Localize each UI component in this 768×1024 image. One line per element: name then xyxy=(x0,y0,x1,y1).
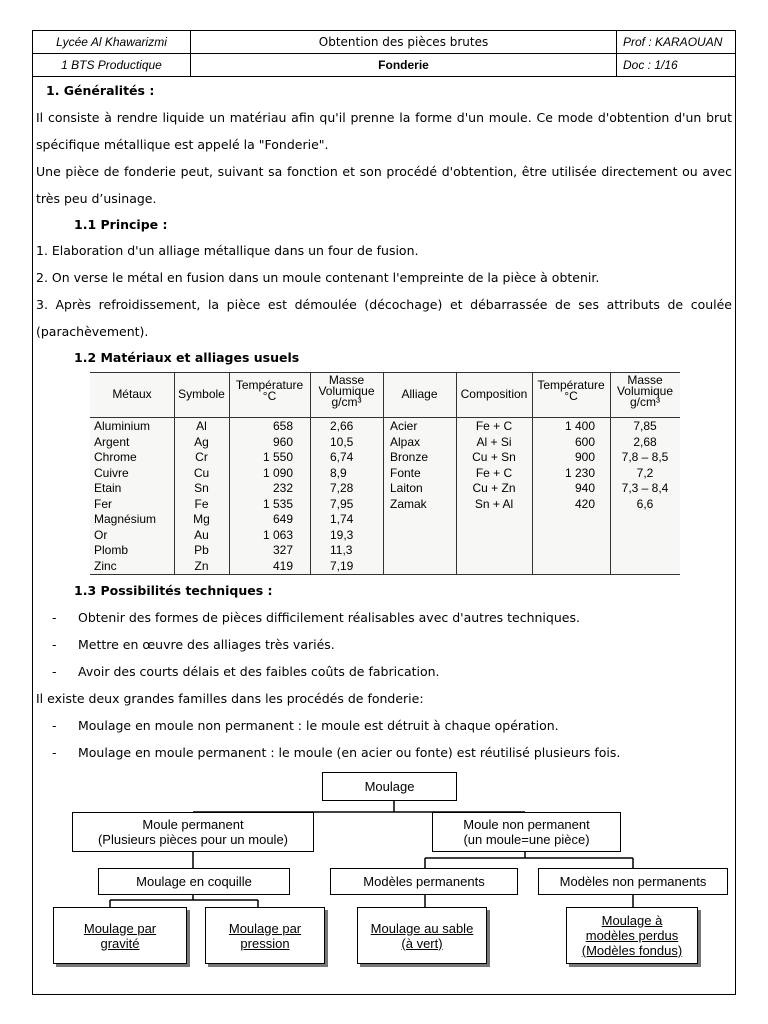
alloy-density: 7,3 – 8,4 xyxy=(621,481,669,495)
principe-step2: 2. On verse le métal en fusion dans un moule contenant l'empreinte de la pièce à obtenir. xyxy=(36,270,600,285)
diagram-label: (Plusieurs pièces pour un moule) xyxy=(97,832,289,847)
diagram-sable-text xyxy=(371,921,474,951)
alloy-composition: Fe + C xyxy=(475,419,513,433)
metal-symbol: Pb xyxy=(194,543,209,557)
temp-unit: °C xyxy=(262,389,277,403)
col-header-metaux: Métaux xyxy=(112,387,152,401)
metal-symbol: Sn xyxy=(194,481,209,495)
alloy-composition: Sn + Al xyxy=(474,496,514,511)
diagram-modeles-permanents-box: Modèles permanents xyxy=(330,868,518,895)
metal-symbol: Cu xyxy=(193,465,210,480)
masse-unit: g/cm³ xyxy=(331,395,362,409)
metal-name: Chrome xyxy=(94,450,137,464)
alloy-density: 7,2 xyxy=(636,465,654,480)
list-dash: - xyxy=(52,610,57,625)
metal-temp: 649 xyxy=(272,512,293,526)
metal-temp: 658 xyxy=(272,419,293,433)
alloy-temp: 900 xyxy=(574,450,595,464)
metal-temp: 1 535 xyxy=(262,496,293,511)
alloy-temp: 1 230 xyxy=(564,465,595,480)
metal-temp: 232 xyxy=(272,481,293,495)
section1-p1-line2: spécifique métallique est appelé la "Fonderie". xyxy=(36,137,329,152)
masse-label-2: Volumique xyxy=(616,384,674,398)
diagram-label: Moulage à xyxy=(601,913,663,928)
diagram-gravite-box xyxy=(53,907,187,964)
metal-temp: 327 xyxy=(272,543,293,557)
diagram-modeles-non-permanents-box: Modèles non permanents xyxy=(538,868,728,895)
diagram-label: Moulage par xyxy=(83,920,157,936)
col-header-alliage: Alliage xyxy=(401,387,438,401)
materiaux-heading: 1.2 Matériaux et alliages usuels xyxy=(74,350,300,365)
diagram-label: Moulage au sable xyxy=(370,920,474,936)
metal-name: Zinc xyxy=(94,558,117,573)
alloy-temp: 1 400 xyxy=(564,419,595,433)
diagram-label: pression xyxy=(240,935,290,951)
metal-density: 1,74 xyxy=(330,512,354,526)
diagram-label: Moule permanent xyxy=(142,817,244,832)
doc-subtitle: Fonderie xyxy=(191,54,617,77)
section1-p1-line1: Il consiste à rendre liquide un matériau afin qu'il prenne la forme d'un moule. Ce mode d'obtention d'un brut xyxy=(36,110,732,125)
families-intro: Il existe deux grandes familles dans les procédés de fonderie: xyxy=(36,691,424,706)
metal-density: 7,95 xyxy=(330,496,354,511)
school-cell: Lycée Al Khawarizmi xyxy=(33,31,191,54)
prof-cell: Prof : KARAOUAN xyxy=(617,31,736,54)
alloy-name: Laiton xyxy=(390,481,423,495)
metal-temp: 1 063 xyxy=(262,527,293,542)
temp-label: Température xyxy=(235,378,304,392)
masse-label: Masse xyxy=(627,373,663,387)
principe-step3-line2: (parachèvement). xyxy=(36,324,149,339)
list-item: Mettre en œuvre des alliages très variés. xyxy=(78,637,335,652)
metal-density: 8,9 xyxy=(330,465,347,480)
diagram-label: (un moule=une pièce) xyxy=(463,832,590,847)
list-dash: - xyxy=(52,745,57,760)
diagram-moule-permanent-box xyxy=(72,812,314,852)
metal-symbol: Cr xyxy=(195,450,208,464)
list-item: Obtenir des formes de pièces difficilement réalisables avec d'autres techniques. xyxy=(78,610,580,625)
metal-symbol: Mg xyxy=(193,512,210,526)
alloy-temp: 420 xyxy=(574,496,595,511)
diagram-moulage-box: Moulage xyxy=(322,772,457,801)
alloy-name: Zamak xyxy=(390,496,427,511)
metal-name: Fer xyxy=(94,496,112,511)
alloy-density: 7,8 – 8,5 xyxy=(621,450,669,464)
diagram-moule-non-permanent-text xyxy=(463,817,589,847)
diagram-sable-box xyxy=(357,907,487,964)
diagram-label: modèles perdus xyxy=(585,928,679,943)
metal-symbol: Ag xyxy=(194,434,209,449)
metal-density: 6,74 xyxy=(330,450,354,464)
list-dash: - xyxy=(52,718,57,733)
metal-symbol: Fe xyxy=(194,496,209,511)
diagram-moule-non-permanent-box xyxy=(432,812,621,852)
metal-name: Cuivre xyxy=(94,465,129,480)
section1-p2-line2: très peu d’usinage. xyxy=(36,191,157,206)
doc-page-cell: Doc : 1/16 xyxy=(617,54,736,77)
metal-density: 7,19 xyxy=(330,558,354,573)
temp-label: Température xyxy=(537,378,605,392)
alloy-density: 6,6 xyxy=(636,496,654,511)
metal-temp: 1 550 xyxy=(262,450,293,464)
alloy-name: Fonte xyxy=(390,465,421,480)
list-item: Moulage en moule permanent : le moule (en acier ou fonte) est réutilisé plusieurs fois. xyxy=(78,745,621,760)
metal-name: Aluminium xyxy=(94,419,151,433)
section1-p2-line1: Une pièce de fonderie peut, suivant sa fonction et son procédé d'obtention, être utilisée directement ou avec xyxy=(36,164,732,179)
alloy-density: 7,85 xyxy=(633,419,657,433)
class-cell: 1 BTS Productique xyxy=(33,54,191,77)
masse-label: Masse xyxy=(328,373,365,387)
diagram-perdus-text xyxy=(582,913,682,958)
metal-name: Or xyxy=(94,527,108,542)
diagram-pression-text xyxy=(229,921,301,951)
metal-symbol: Au xyxy=(194,527,209,542)
metal-temp: 1 090 xyxy=(262,465,293,480)
metal-density: 11,3 xyxy=(330,543,353,557)
diagram-label: Moulage par xyxy=(228,920,302,936)
alloy-name: Acier xyxy=(390,419,418,433)
alloy-temp: 600 xyxy=(574,434,595,449)
alloy-name: Bronze xyxy=(390,450,429,464)
diagram-label: gravité xyxy=(100,935,140,951)
masse-unit: g/cm³ xyxy=(630,395,660,409)
metal-temp: 419 xyxy=(272,558,293,573)
metal-name: Etain xyxy=(94,481,122,495)
alloy-composition: Fe + C xyxy=(475,465,513,480)
col-header-composition: Composition xyxy=(460,387,528,401)
diagram-moule-permanent-text xyxy=(98,817,288,847)
metal-density: 10,5 xyxy=(330,434,354,449)
list-item: Avoir des courts délais et des faibles coûts de fabrication. xyxy=(78,664,440,679)
metal-density: 7,28 xyxy=(330,481,354,495)
possibilites-heading: 1.3 Possibilités techniques : xyxy=(74,583,273,598)
list-item: Moulage en moule non permanent : le moule est détruit à chaque opération. xyxy=(78,718,559,733)
metal-symbol: Al xyxy=(196,419,207,433)
metal-density: 2,66 xyxy=(330,419,354,433)
list-dash: - xyxy=(52,664,57,679)
diagram-perdus-box xyxy=(566,907,698,964)
alloy-name: Alpax xyxy=(390,434,421,449)
alloy-composition: Al + Si xyxy=(476,434,512,449)
metal-name: Plomb xyxy=(94,543,129,557)
alloy-composition: Cu + Sn xyxy=(472,450,516,464)
alloy-density: 2,68 xyxy=(633,434,657,449)
principe-heading: 1.1 Principe : xyxy=(74,217,168,232)
col-header-symbole: Symbole xyxy=(178,387,225,401)
diagram-label: (Modèles fondus) xyxy=(581,943,683,958)
diagram-coquille-box: Moulage en coquille xyxy=(98,868,290,895)
diagram-label: (à vert) xyxy=(401,935,443,951)
metal-temp: 960 xyxy=(272,434,293,449)
metal-name: Argent xyxy=(94,434,130,449)
doc-title: Obtention des pièces brutes xyxy=(191,31,617,54)
metal-name: Magnésium xyxy=(94,512,157,526)
metal-symbol: Zn xyxy=(194,558,209,573)
alloy-temp: 940 xyxy=(574,481,595,495)
section1-heading: 1. Généralités : xyxy=(46,83,155,98)
temp-unit: °C xyxy=(564,389,578,403)
diagram-gravite-text xyxy=(84,921,156,951)
metal-density: 19,3 xyxy=(330,527,354,542)
principe-step1: 1. Elaboration d'un alliage métallique dans un four de fusion. xyxy=(36,243,419,258)
diagram-pression-box xyxy=(205,907,325,964)
diagram-label: Moule non permanent xyxy=(463,817,590,832)
alloy-composition: Cu + Zn xyxy=(472,481,516,495)
principe-step3-line1: 3. Après refroidissement, la pièce est démoulée (décochage) et débarrassée de ses attributs de coulée xyxy=(36,297,732,312)
masse-label-2: Volumique xyxy=(318,384,375,398)
list-dash: - xyxy=(52,637,57,652)
